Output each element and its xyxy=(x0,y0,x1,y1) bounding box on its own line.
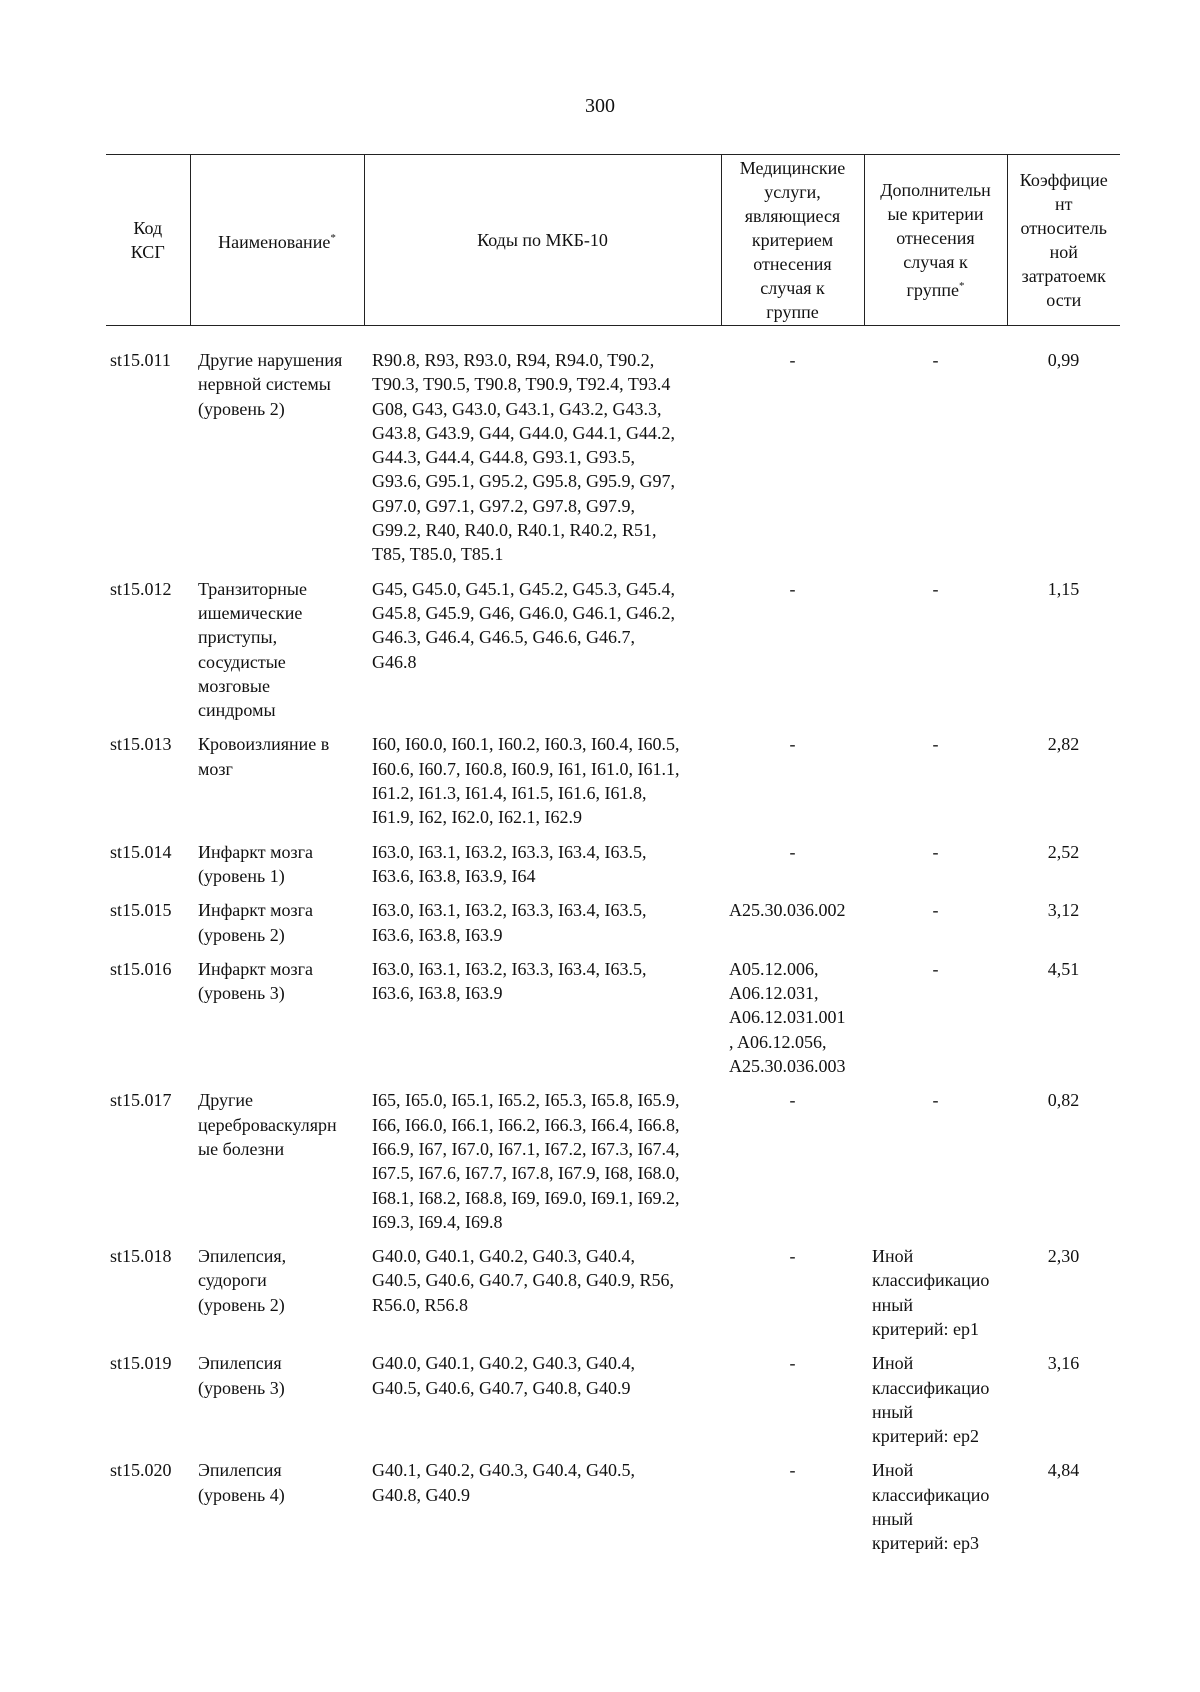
cell-services: A05.12.006, A06.12.031, A06.12.031.001 , A06.12.056, A25.30.036.003 xyxy=(729,958,846,1077)
cell-services: - xyxy=(789,1246,796,1267)
cell-services: - xyxy=(789,734,796,755)
table-row xyxy=(106,577,1120,733)
cell-mkb-codes: I63.0, I63.1, I63.2, I63.3, I63.4, I63.5, I63.6, I63.8, I63.9 xyxy=(372,900,647,945)
cell-additional: - xyxy=(932,1090,939,1111)
header-code: Код КСГ xyxy=(130,218,165,262)
cell-code: st15.013 xyxy=(110,734,172,755)
cell-additional: - xyxy=(932,900,939,921)
cell-code: st15.019 xyxy=(110,1353,172,1374)
cell-coef: 1,15 xyxy=(1047,578,1080,599)
cell-name: Кровоизлияние в мозг xyxy=(198,734,330,779)
cell-name: Эпилепсия, судороги (уровень 2) xyxy=(198,1246,287,1315)
cell-coef: 0,99 xyxy=(1047,350,1080,370)
table-rows xyxy=(106,348,1120,1566)
cell-name: Эпилепсия (уровень 4) xyxy=(198,1460,285,1505)
header-additional xyxy=(864,155,1007,325)
table-row xyxy=(106,348,1120,577)
cell-additional: - xyxy=(932,841,939,862)
cell-coef: 2,30 xyxy=(1047,1246,1080,1267)
cell-name: Другие нарушения нервной системы (уровень 2) xyxy=(198,350,343,419)
table-row xyxy=(106,957,1120,1088)
header-mkb: Коды по МКБ-10 xyxy=(364,155,721,325)
cell-mkb-codes: I63.0, I63.1, I63.2, I63.3, I63.4, I63.5, I63.6, I63.8, I63.9, I64 xyxy=(372,841,647,886)
cell-coef: 2,52 xyxy=(1047,841,1080,862)
cell-code: st15.018 xyxy=(110,1246,172,1267)
cell-name: Транзиторные ишемические приступы, сосудистые мозговые синдромы xyxy=(198,578,308,721)
table-row xyxy=(106,1244,1120,1351)
header-name xyxy=(190,155,364,325)
cell-additional: Иной классификацио нный критерий: ep2 xyxy=(872,1353,990,1447)
cell-mkb-codes: R90.8, R93, R93.0, R94, R94.0, T90.2, T90.3, T90.5, T90.8, T90.9, T92.4, T93.4 G08, G43, G43.0, G43.1, G43.2, G43.3, G43.8, G43.9, G44, G44.0, G44.1, G44.2, G44.3, G44.4, G44.8, G93.1, G93.5, G93.6, G95.1, G95.2, G95.8, G95.9, G97, G97.0, G97.1, G97.2, G97.8, G97.9, G99.2, R40, R40.0, R40.1, R40.2, R51, T85, T85.0, T85.1 xyxy=(372,350,675,565)
cell-coef: 3,12 xyxy=(1047,900,1080,921)
cell-mkb-codes: G45, G45.0, G45.1, G45.2, G45.3, G45.4, G45.8, G45.9, G46, G46.0, G46.1, G46.2, G46.3, G46.4, G46.5, G46.6, G46.7, G46.8 xyxy=(372,578,675,672)
cell-code: st15.012 xyxy=(110,578,172,599)
cell-additional: - xyxy=(932,958,939,979)
cell-name: Инфаркт мозга (уровень 3) xyxy=(198,958,314,1004)
cell-mkb-codes: I65, I65.0, I65.1, I65.2, I65.3, I65.8, I65.9, I66, I66.0, I66.1, I66.2, I66.3, I66.4, I66.8, I66.9, I67, I67.0, I67.1, I67.2, I67.3, I67.4, I67.5, I67.6, I67.7, I67.8, I67.9, I68, I68.0, I68.1, I68.2, I68.8, I69, I69.0, I69.1, I69.2, I69.3, I69.4, I69.8 xyxy=(372,1090,680,1232)
cell-mkb-codes: I63.0, I63.1, I63.2, I63.3, I63.4, I63.5, I63.6, I63.8, I63.9 xyxy=(372,958,647,1004)
cell-additional: - xyxy=(932,578,939,599)
header-name-text: Наименование xyxy=(218,232,331,252)
header-additional-footnote-mark: * xyxy=(958,280,965,292)
cell-coef: 4,84 xyxy=(1047,1460,1080,1481)
table-header xyxy=(106,155,1120,325)
cell-services: A25.30.036.002 xyxy=(729,900,846,921)
cell-code: st15.014 xyxy=(110,841,172,862)
cell-code: st15.017 xyxy=(110,1090,172,1111)
cell-code: st15.011 xyxy=(110,350,171,370)
cell-name: Инфаркт мозга (уровень 2) xyxy=(198,900,314,945)
cell-code: st15.016 xyxy=(110,958,172,979)
cell-services: - xyxy=(789,578,796,599)
table-body xyxy=(106,348,1120,1566)
table-row xyxy=(106,1351,1120,1458)
header-coef: Коэффицие нт относитель ной затратоемк ости xyxy=(1007,155,1120,325)
table-row xyxy=(106,732,1120,839)
cell-additional: Иной классификацио нный критерий: ep1 xyxy=(872,1246,990,1339)
header-bottom-rule xyxy=(106,325,1120,326)
cell-coef: 4,51 xyxy=(1047,958,1080,979)
cell-mkb-codes: G40.0, G40.1, G40.2, G40.3, G40.4, G40.5, G40.6, G40.7, G40.8, G40.9 xyxy=(372,1353,635,1398)
cell-mkb-codes: G40.0, G40.1, G40.2, G40.3, G40.4, G40.5, G40.6, G40.7, G40.8, G40.9, R56, R56.0, R56.8 xyxy=(372,1246,675,1315)
cell-mkb-codes: I60, I60.0, I60.1, I60.2, I60.3, I60.4, I60.5, I60.6, I60.7, I60.8, I60.9, I61, I61.0, I61.1, I61.2, I61.3, I61.4, I61.5, I61.6, I61.8, I61.9, I62, I62.0, I62.1, I62.9 xyxy=(372,734,680,828)
cell-additional: Иной классификацио нный критерий: ep3 xyxy=(872,1460,990,1554)
cell-coef: 3,16 xyxy=(1047,1353,1080,1374)
page-number: 300 xyxy=(585,95,615,117)
cell-services: - xyxy=(789,841,796,862)
cell-coef: 0,82 xyxy=(1047,1090,1080,1111)
cell-additional: - xyxy=(932,734,939,755)
cell-mkb-codes: G40.1, G40.2, G40.3, G40.4, G40.5, G40.8, G40.9 xyxy=(372,1460,635,1505)
header-services: Медицинские услуги, являющиеся критерием отнесения случая к группе xyxy=(721,155,864,325)
cell-services: - xyxy=(789,350,796,370)
table-row xyxy=(106,1458,1120,1565)
header-additional-text: Дополнительн ые критерии отнесения случая к группе xyxy=(880,180,991,300)
table-row xyxy=(106,898,1120,957)
cell-coef: 2,82 xyxy=(1047,734,1080,755)
table-row xyxy=(106,1088,1120,1244)
cell-code: st15.015 xyxy=(110,900,172,921)
cell-services: - xyxy=(789,1460,796,1481)
cell-services: - xyxy=(789,1090,796,1111)
cell-additional: - xyxy=(932,350,939,370)
table-row xyxy=(106,840,1120,899)
cell-name: Другие цереброваскулярн ые болезни xyxy=(198,1090,337,1159)
cell-code: st15.020 xyxy=(110,1460,172,1481)
cell-name: Инфаркт мозга (уровень 1) xyxy=(198,841,314,886)
cell-services: - xyxy=(789,1353,796,1374)
cell-name: Эпилепсия (уровень 3) xyxy=(198,1353,285,1398)
header-name-footnote-mark: * xyxy=(330,232,336,244)
